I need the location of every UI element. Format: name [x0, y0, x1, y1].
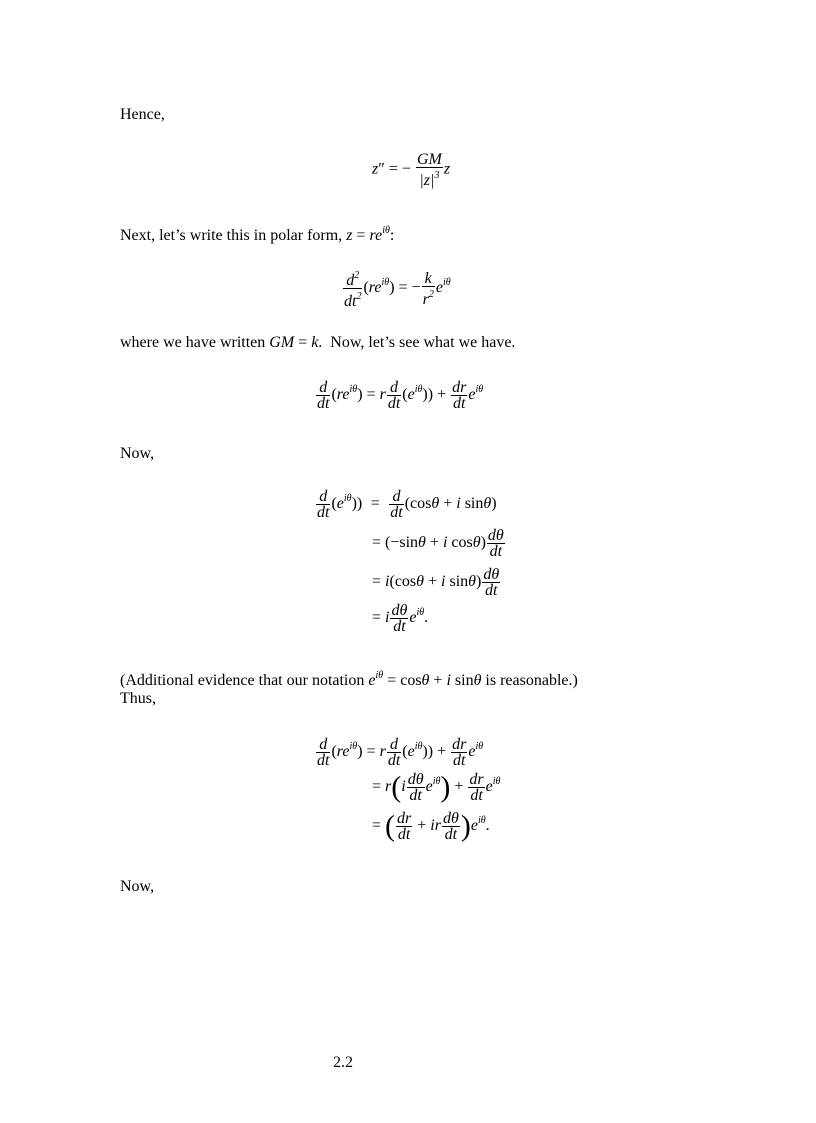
- text-polar-intro: Next, let’s write this in polar form, $z = re^{i\theta}$:: [120, 225, 395, 244]
- equation-derivative-e-line-1: $\frac{d}{dt}$ $(e^{i\theta})$) = $\frac{d}{dt}$ (cosθ + i sinθ): [317, 488, 497, 521]
- equation-derivative-re-line-3: = ( $\frac{dr}{dt}$ + ir $\frac{d\theta}{dt}$ )$e^{i\theta}$.: [372, 809, 490, 843]
- equation-derivative-e-line-2: = (−sinθ + i cosθ) $\frac{d\theta}{dt}$: [372, 527, 504, 560]
- equation-derivative-e-line-3: = i(cosθ + i sinθ) $\frac{d\theta}{dt}$: [372, 566, 500, 599]
- equation-derivative-re-line-2: = r(i $\frac{d\theta}{dt}$ $e^{i\theta}$) + $\frac{dr}{dt}$ $e^{i\theta}$: [372, 770, 501, 804]
- equation-z-double-prime: z″ = − $\frac{GM}{|z|^3}$ z: [372, 151, 451, 189]
- page-number: 2.2: [333, 1054, 353, 1071]
- equation-first-derivative: $\frac{d}{dt}$ $(re^{i\theta}) = r$ $\frac{d}{dt}$ $(e^{i\theta})$) + $\frac{dr}{dt}$ $e^{i\theta}$: [317, 379, 484, 412]
- equation-derivative-re-line-1: $\frac{d}{dt}$ $(re^{i\theta}) = r$ $\frac{d}{dt}$ $(e^{i\theta})$) + $\frac{dr}{dt}$ $e^{i\theta}$: [317, 736, 484, 769]
- text-now-2: Now,: [120, 878, 155, 895]
- text-hence: Hence,: [120, 106, 165, 123]
- text-thus: Thus,: [120, 690, 156, 707]
- text-now-1: Now,: [120, 445, 155, 462]
- text-additional-evidence: (Additional evidence that our notation $e^{i\theta} = \cos\theta + i$ sinθ is reasonable.): [120, 670, 578, 689]
- text-where: where we have written GM = k. Now, let’s see what we have.: [120, 334, 516, 351]
- equation-polar-second-derivative: $\frac{d^2}{dt^2}$ $(re^{i\theta})$ = − $\frac{k}{r^2}$ $e^{i\theta}$: [344, 269, 451, 310]
- equation-derivative-e-line-4: = i $\frac{d\theta}{dt}$ $e^{i\theta}$.: [372, 602, 429, 635]
